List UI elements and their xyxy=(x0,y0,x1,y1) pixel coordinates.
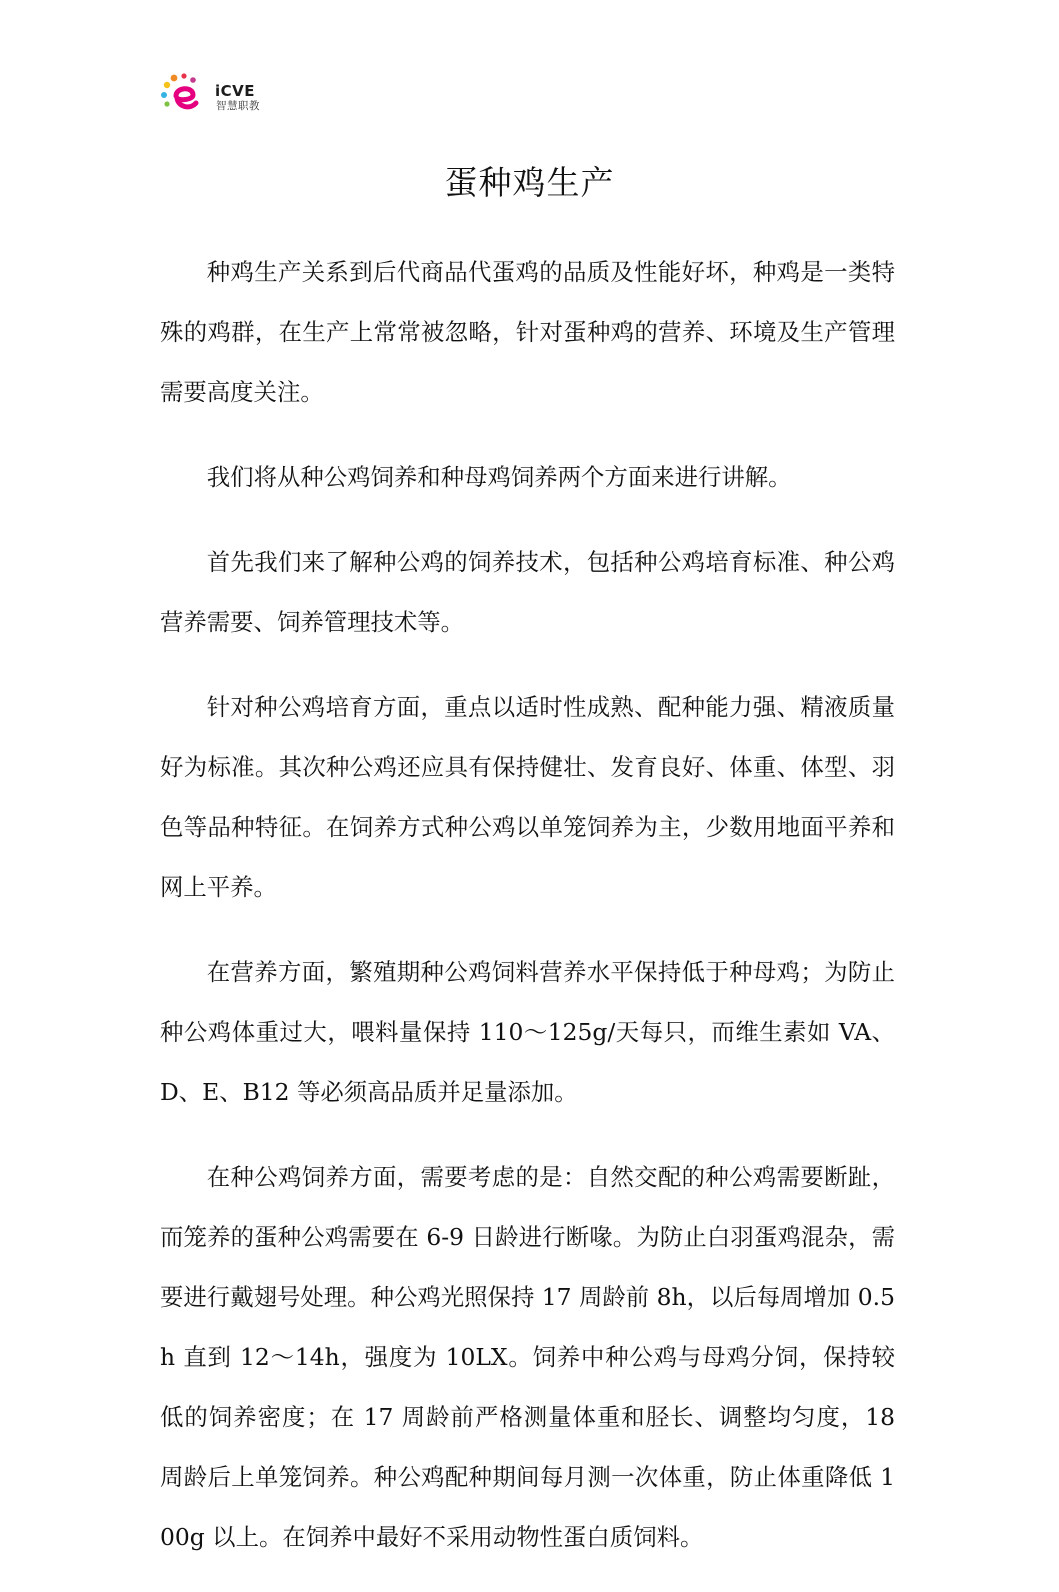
paragraph: 在营养方面，繁殖期种公鸡饲料营养水平保持低于种母鸡；为防止种公鸡体重过大，喂料量保持 110～125g/天每只，而维生素如 VA、D、E、B12 等必须高品质并足量添加。 xyxy=(160,958,895,1106)
paragraph: 在种公鸡饲养方面，需要考虑的是：自然交配的种公鸡需要断趾，而笼养的蛋种公鸡需要在 6-9 日龄进行断喙。为防止白羽蛋鸡混杂，需要进行戴翅号处理。种公鸡光照保持 17 周龄前 8h，以后每周增加 0.5h 直到 12～14h，强度为 10LX。饲养中种公鸡与母鸡分饲，保持较低的饲养密度；在 17 周龄前严格测量体重和胫长、调整均匀度，18 周龄后上单笼饲养。种公鸡配种期间每月测一次体重，防止体重降低 100g 以上。在饲养中最好不采用动物性蛋白质饲料。 xyxy=(160,1163,895,1551)
paragraph: 首先我们来了解种公鸡的饲养技术，包括种公鸡培育标准、种公鸡营养需要、饲养管理技术等。 xyxy=(160,548,895,636)
paragraph: 针对种公鸡培育方面，重点以适时性成熟、配种能力强、精液质量好为标准。其次种公鸡还应具有保持健壮、发育良好、体重、体型、羽色等品种特征。在饲养方式种公鸡以单笼饲养为主，少数用地面平养和网上平养。 xyxy=(160,693,895,901)
icve-flower-e-logo-icon xyxy=(160,72,210,118)
logo-text: iCVE xyxy=(215,82,256,100)
logo-subtext: 智慧职教 xyxy=(216,100,260,112)
document-title: 蛋种鸡生产 xyxy=(444,163,615,202)
document-body xyxy=(160,242,895,1592)
icve-logo xyxy=(160,72,280,118)
paragraph: 种鸡生产关系到后代商品代蛋鸡的品质及性能好坏，种鸡是一类特殊的鸡群，在生产上常常被忽略，针对蛋种鸡的营养、环境及生产管理需要高度关注。 xyxy=(160,258,895,406)
paragraph: 我们将从种公鸡饲养和种母鸡饲养两个方面来进行讲解。 xyxy=(206,463,792,491)
